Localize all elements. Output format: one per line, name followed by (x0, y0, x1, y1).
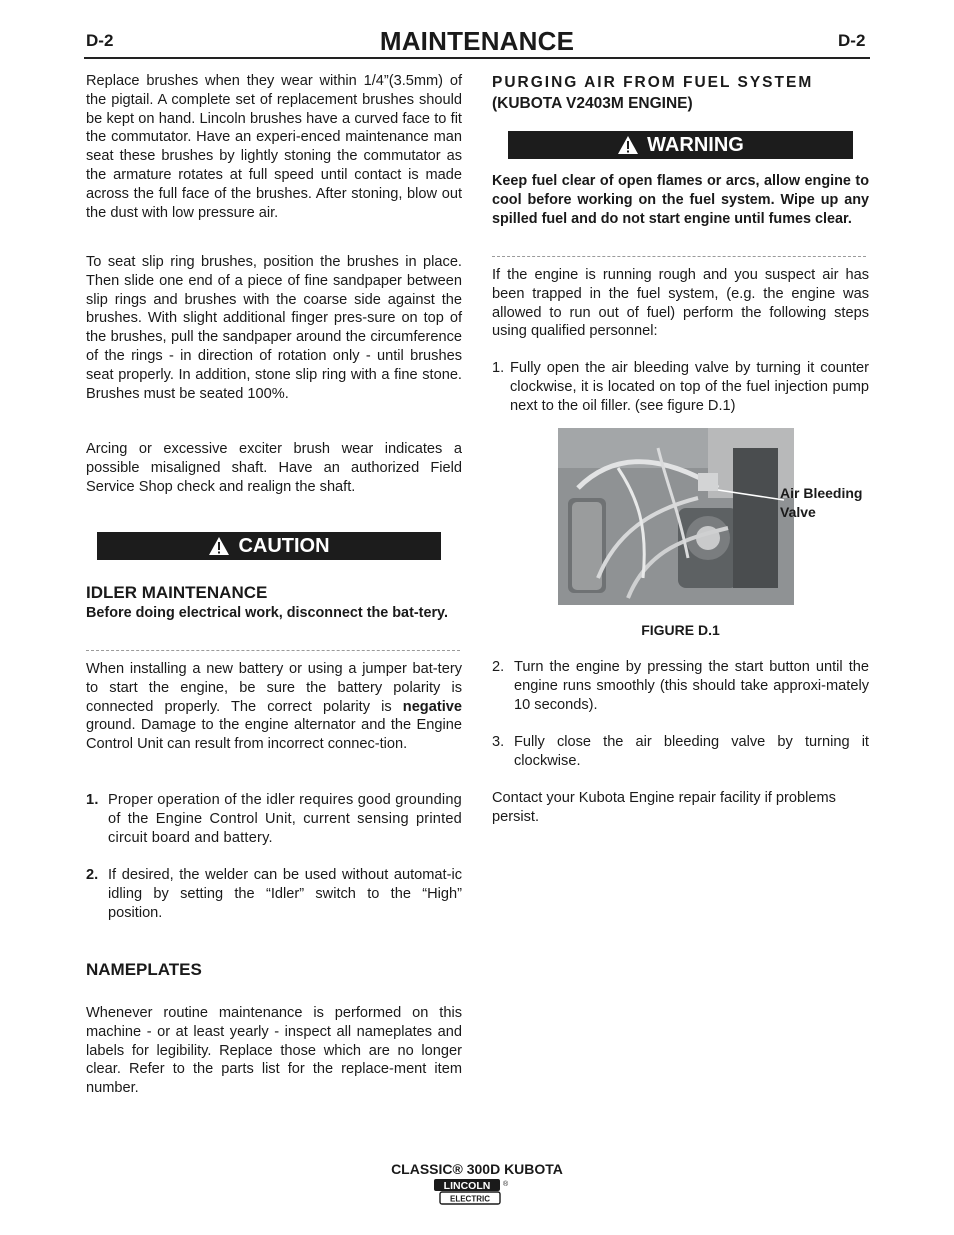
idler-item-1 (86, 791, 462, 847)
purge-step-2 (492, 658, 869, 714)
idler-item-2 (86, 866, 462, 922)
list-item-text: Proper operation of the idler requires good grounding of the Engine Control Unit, current sensing printed circuit board and battery. (108, 792, 462, 846)
idler-paragraph-text: When installing a new battery or using a jumper bat-tery to start the engine, be sure the battery polarity is connected properly. The correct polarity is (86, 661, 462, 715)
logo-registered-mark: ® (503, 1181, 509, 1188)
figure-caption: FIGURE D.1 (641, 622, 720, 638)
list-number: 3. (492, 734, 505, 750)
list-item-text: If desired, the welder can be used without automat-ic idling by setting the “Idler” switch to the “High” position. (108, 867, 462, 921)
purge-step-3 (492, 733, 869, 771)
brush-paragraph-2: To seat slip ring brushes, position the brushes in place. Then slide one end of a piece of fine sandpaper between slip rings and brushes with the coarse side against the brushes. With slight additional finger pres-sure on top of the brushes, pull the sandpaper around the circumference of the rings - in direction of rotation only - until brushes seat properly. In addition, stone slip ring with a fine stone. Brushes must be seated 100%. (86, 254, 462, 402)
caution-label: CAUTION (238, 534, 330, 557)
page-title: MAINTENANCE (379, 26, 575, 56)
logo-text-top: LINCOLN (443, 1180, 491, 1192)
logo-text-bottom: ELECTRIC (450, 1194, 490, 1204)
page-code-left: D-2 (86, 31, 114, 50)
page-code-right: D-2 (838, 31, 866, 50)
idler-warning-text: Before doing electrical work, disconnect the bat-tery. (86, 605, 448, 621)
list-item-text: Turn the engine by pressing the start button until the engine runs smoothly (this should take approxi-mately 10 seconds). (514, 659, 869, 713)
dashed-divider (86, 650, 460, 651)
list-number: 2. (492, 659, 505, 675)
idler-paragraph (86, 660, 462, 754)
list-item-text: Fully close the air bleeding valve by turning it clockwise. (514, 734, 869, 769)
nameplates-paragraph: Whenever routine maintenance is performed on this machine - or at least yearly - inspect all nameplates and labels for legibility. Replace those which are no longer clear. Refer to the parts list for the replace-ment item number. (86, 1005, 462, 1097)
brush-paragraph-3: Arcing or excessive exciter brush wear indicates a possible misaligned shaft. Have an authorized Field Service Shop check and realign the shaft. (86, 441, 462, 495)
intro-paragraph: If the engine is running rough and you suspect air has been trapped in the fuel system, (e.g. the engine was allowed to run out of fuel) perform the following steps using qualified personnel: (492, 267, 869, 340)
engine-photo (558, 428, 794, 605)
purge-heading-line-2: (KUBOTA V2403M ENGINE) (492, 95, 693, 112)
list-number: 1. (86, 792, 99, 808)
idler-paragraph-bold: negative (402, 698, 462, 715)
warning-label: WARNING (647, 133, 744, 156)
dashed-divider (492, 256, 866, 257)
purge-step-1 (492, 359, 869, 415)
warning-triangle-icon (208, 536, 230, 556)
footer-product-name: CLASSIC® 300D KUBOTA (391, 1161, 563, 1177)
brush-paragraph-1: Replace brushes when they wear within 1/4”(3.5mm) of the pigtail. A complete set of replacement brushes should be kept on hand. Lincoln brushes have a curved face to fit the commutator. Have an experi-enced maintenance man seat these brushes by lightly stoning the commutator as the armature rotates at full speed until contact is made across the full face of the brushes. After stoning, blow out the dust with low pressure air. (86, 73, 462, 221)
nameplates-heading: NAMEPLATES (86, 960, 202, 979)
figure-callout-label (780, 484, 862, 522)
callout-line-1: Air Bleeding (780, 485, 863, 501)
purge-heading (492, 72, 869, 114)
list-number: 2. (86, 867, 99, 883)
closing-paragraph: Contact your Kubota Engine repair facility if problems persist. (492, 790, 836, 825)
list-number: 1. (492, 360, 505, 376)
caution-banner (97, 532, 441, 560)
lincoln-electric-logo (433, 1178, 509, 1206)
warning-text: Keep fuel clear of open flames or arcs, allow engine to cool before working on the fuel system. Wipe up any spilled fuel and do not start engine until fumes clear. (492, 173, 869, 227)
idler-heading: IDLER MAINTENANCE (86, 583, 268, 602)
purge-heading-line-1: PURGING AIR FROM FUEL SYSTEM (492, 74, 814, 91)
callout-line-2: Valve (780, 504, 816, 520)
warning-banner (508, 131, 853, 159)
idler-paragraph-text-2: ground. Damage to the engine alternator and the Engine Control Unit can result from incorrect connec-tion. (86, 717, 462, 753)
header-rule (84, 57, 870, 59)
warning-triangle-icon (617, 135, 639, 155)
list-item-text: Fully open the air bleeding valve by turning it counter clockwise, it is located on top of the fuel injection pump next to the oil filler. (see figure D.1) (510, 360, 869, 414)
